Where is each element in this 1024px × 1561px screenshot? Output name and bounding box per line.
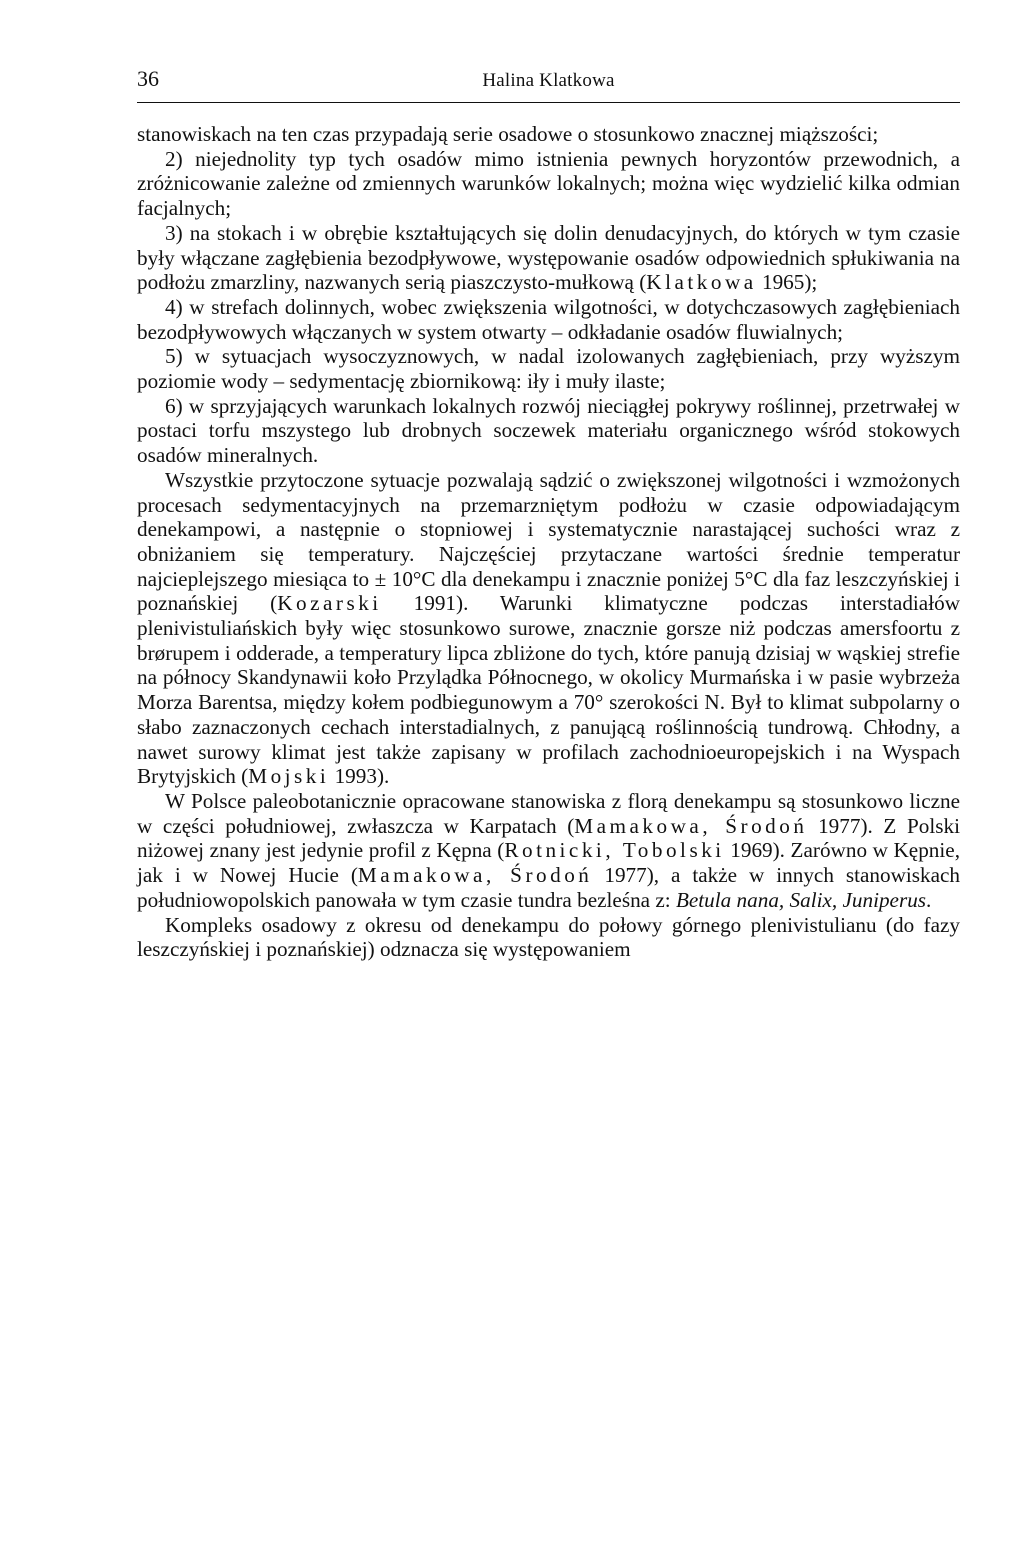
- taxon-names: Betula nana, Salix, Juniperus: [675, 887, 927, 912]
- text-run: Wszystkie przytoczone sytuacje pozwalają sądzić o zwiększonej wilgotności i wzmożonych procesach sedymentacyjnych na przemarzniętym podłożu w czasie odpowiadającym denekampowi, a następnie o stopniowej i systematycznie narastającej suchości wraz z obniżaniem się temperatury. Najczęściej przytaczane wartości średnie temperatur najcieplejszego miesiąca to ± 10°C dla denekampu i znacznie poniżej 5°C dla faz leszczyńskiej i poznańskiej (: [137, 467, 960, 616]
- text-run: 1977), a także w innych stanowiskach południowopolskich panowała w tym czasie tundra bezleśna z:: [137, 863, 961, 912]
- citation-author: Klatkowa: [646, 270, 757, 295]
- paragraph-complex: Kompleks osadowy z okresu od denekampu do połowy górnego plenivistulianu (do fazy leszczyńskiej i poznańskiej) odznacza się występowaniem: [137, 912, 960, 962]
- list-item-6: 6) w sprzyjających warunkach lokalnych rozwój nieciągłej pokrywy roślinnej, przetrwałej w postaci torfu mszystego lub drobnych soczewek materiału organicznego wśród stokowych osadów mineralnych.: [137, 393, 960, 468]
- text-run: 1965);: [756, 270, 818, 295]
- list-item-2: 2) niejednolity typ tych osadów mimo istnienia pewnych horyzontów przewodnich, a zróżnicowanie zależne od zmiennych warunków lokalnych; można więc wydzielić kilka odmian facjalnych;: [137, 146, 960, 221]
- running-head-author: Halina Klatkowa: [482, 70, 615, 91]
- citation-author: Kozarski: [277, 591, 382, 616]
- paragraph-climate: [137, 468, 960, 789]
- list-item-3: [137, 221, 960, 295]
- list-item-4: 4) w strefach dolinnych, wobec zwiększenia wilgotności, w dotychczasowych zagłębieniach bezodpływowych włączanych w system otwarty – odkładanie osadów fluwialnych;: [137, 294, 960, 344]
- text-run: 1977). Z Polski niżowej znany jest jedynie profil z Kępna (: [137, 813, 960, 863]
- text-run: 1993).: [329, 764, 390, 789]
- page-header: [137, 66, 960, 103]
- text-run: 3) na stokach i w obrębie kształtujących się dolin denudacyjnych, do których w tym czasie były włączane zagłębienia bezodpływowe, występowanie osadów odpowiednich spłukiwania na podłożu zmarzliny, nazwanych serią piaszczysto-mułkową (: [137, 220, 960, 295]
- citation-author: Rotnicki, Tobolski: [504, 838, 725, 863]
- paragraph-continuation: stanowiskach na ten czas przypadają serie osadowe o stosunkowo znacznej miąższości;: [137, 122, 879, 146]
- citation-author: Mamakowa, Środoń: [574, 813, 808, 838]
- paragraph-poland-sites: [137, 789, 960, 913]
- citation-author: Mojski: [248, 764, 330, 789]
- text-run: W Polsce paleobotanicznie opracowane stanowiska z florą denekampu są stosunkowo liczne w części południowej, zwłaszcza w Karpatach (: [137, 788, 960, 838]
- body-text: [137, 122, 960, 962]
- list-item-5: 5) w sytuacjach wysoczyznowych, w nadal izolowanych zagłębieniach, przy wyższym poziomie wody – sedymentację zbiornikową: iły i muły ilaste;: [137, 344, 960, 394]
- text-run: 1969). Zarówno w Kępnie, jak i w Nowej Hucie (: [137, 838, 960, 888]
- citation-author: Mamakowa, Środoń: [357, 863, 593, 888]
- text-run: .: [926, 887, 932, 912]
- page-number: 36: [137, 66, 159, 91]
- text-run: 1991). Warunki klimatyczne podczas interstadiałów plenivistuliańskich były więc stosunkowo surowe, znacznie gorsze niż podczas amersfoortu z brørupem i odderade, a temperatury lipca zbliżone do tych, które panują dzisiaj w wąskiej strefie na północy Skandynawii koło Przylądka Północnego, w okolicy Murmańska i w pasie wybrzeża Morza Barentsa, między kołem podbiegunowym a 70° szerokości N. Był to klimat subpolarny o słabo zaznaczonych cechach interstadialnych, z panującą roślinnością tundrową. Chłodny, a nawet surowy klimat jest także zapisany w profilach zachodnioeuropejskich i na Wyspach Brytyjskich (: [137, 591, 960, 789]
